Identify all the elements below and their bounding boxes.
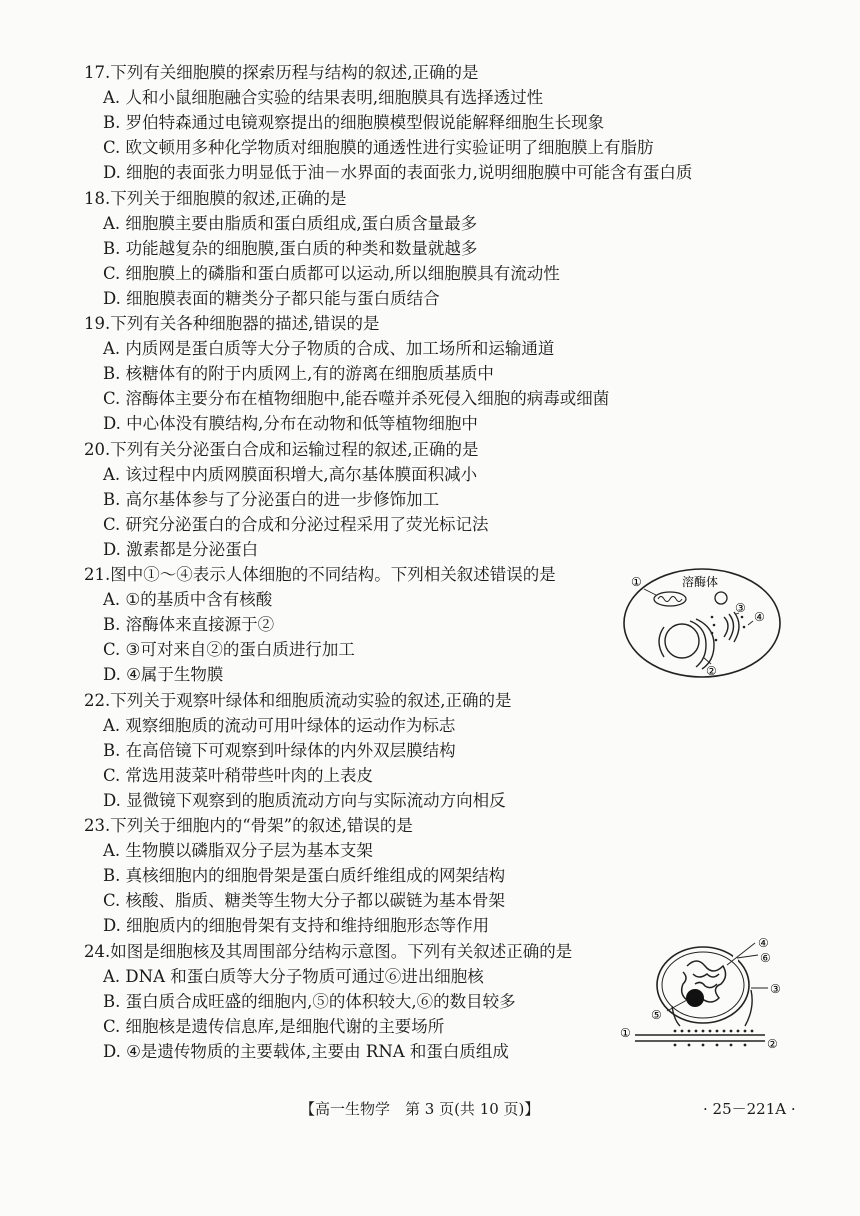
- question-stem: 23.下列关于细胞内的“骨架”的叙述,错误的是: [84, 816, 413, 835]
- cell-diagram: [620, 565, 785, 680]
- question-17: [84, 60, 692, 185]
- option-a: A. ①的基质中含有核酸: [103, 590, 273, 610]
- question-23: [84, 813, 505, 938]
- option-c: C. 细胞核是遗传信息库,是细胞代谢的主要场所: [103, 1016, 445, 1036]
- option-b: B. 在高倍镜下可观察到叶绿体的内外双层膜结构: [103, 740, 456, 760]
- question-stem: 24.如图是细胞核及其周围部分结构示意图。下列有关叙述正确的是: [84, 941, 573, 961]
- footer-page-info: 【高一生物学 第 3 页(共 10 页)】: [300, 1100, 540, 1118]
- option-c: C. 常选用菠菜叶稍带些叶肉的上表皮: [103, 765, 374, 785]
- question-stem: 18.下列关于细胞膜的叙述,正确的是: [84, 188, 347, 208]
- question-stem: 19.下列有关各种细胞器的描述,错误的是: [84, 314, 380, 333]
- question-22: [84, 688, 512, 813]
- mitochondrion-shape: [654, 592, 686, 606]
- option-b: B. 溶酶体来直接源于②: [103, 615, 275, 635]
- option-d: D. 细胞的表面张力明显低于油－水界面的表面张力,说明细胞膜中可能含有蛋白质: [103, 163, 693, 183]
- er-nucleus-shape: [659, 619, 714, 669]
- question-24: [84, 939, 572, 1064]
- question-stem: 21.图中①～④表示人体细胞的不同结构。下列相关叙述错误的是: [84, 565, 556, 584]
- option-b: B. 罗伯特森通过电镜观察提出的细胞膜模型假说能解释细胞生长现象: [103, 113, 605, 133]
- option-c: C. ③可对来自②的蛋白质进行加工: [103, 640, 355, 660]
- option-d: D. 细胞膜表面的糖类分子都只能与蛋白质结合: [103, 288, 440, 308]
- nucleolus: [686, 989, 704, 1007]
- option-a: A. 该过程中内质网膜面积增大,高尔基体膜面积减小: [103, 464, 478, 484]
- option-b: B. 蛋白质合成旺盛的细胞内,⑤的体积较大,⑥的数目较多: [103, 991, 516, 1011]
- option-a: A. 生物膜以磷脂双分子层为基本支架: [103, 841, 373, 861]
- label-1: ①: [631, 575, 642, 589]
- question-stem: 17.下列有关细胞膜的探索历程与结构的叙述,正确的是: [84, 63, 479, 82]
- option-b: B. 真核细胞内的细胞骨架是蛋白质纤维组成的网架结构: [103, 866, 506, 886]
- option-c: C. 细胞膜上的磷脂和蛋白质都可以运动,所以细胞膜具有流动性: [103, 263, 560, 283]
- option-c: C. 研究分泌蛋白的合成和分泌过程采用了荧光标记法: [103, 514, 489, 534]
- option-a: A. 细胞膜主要由脂质和蛋白质组成,蛋白质含量最多: [103, 213, 478, 233]
- option-b: B. 功能越复杂的细胞膜,蛋白质的种类和数量就越多: [103, 238, 478, 258]
- option-d: D. 激素都是分泌蛋白: [103, 539, 259, 559]
- option-b: B. 核糖体有的附于内质网上,有的游离在细胞质基质中: [103, 364, 494, 384]
- option-c: C. 欧文顿用多种化学物质对细胞膜的通透性进行实验证明了细胞膜上有脂肪: [103, 138, 654, 158]
- option-c: C. 核酸、脂质、糖类等生物大分子都以碳链为基本骨架: [103, 891, 506, 911]
- option-b: B. 高尔基体参与了分泌蛋白的进一步修饰加工: [103, 489, 440, 509]
- option-a: A. 人和小鼠细胞融合实验的结果表明,细胞膜具有选择透过性: [103, 88, 544, 108]
- option-d: D. 细胞质内的细胞骨架有支持和维持细胞形态等作用: [103, 916, 490, 936]
- option-a: A. 观察细胞质的流动可用叶绿体的运动作为标志: [103, 715, 456, 735]
- label-lysosome: 溶酶体: [682, 575, 719, 589]
- option-d: D. ④是遗传物质的主要载体,主要由 RNA 和蛋白质组成: [103, 1041, 509, 1061]
- option-a: A. DNA 和蛋白质等大分子物质可通过⑥进出细胞核: [103, 966, 484, 986]
- footer-exam-code: · 25－221A ·: [703, 1100, 796, 1118]
- option-d: D. 显微镜下观察到的胞质流动方向与实际流动方向相反: [103, 790, 506, 810]
- question-20: [84, 437, 489, 562]
- label-3: ③: [735, 601, 746, 615]
- label-4: ④: [754, 610, 765, 624]
- golgi-shape: [724, 612, 739, 642]
- label-5: ⑤: [651, 1008, 662, 1022]
- nucleus-diagram: [615, 930, 790, 1055]
- label-2: ②: [706, 664, 717, 678]
- option-d: D. ④属于生物膜: [103, 665, 224, 685]
- question-stem: 20.下列有关分泌蛋白合成和运输过程的叙述,正确的是: [84, 439, 479, 459]
- question-18: [84, 186, 560, 311]
- question-19: [84, 311, 609, 436]
- question-stem: 22.下列关于观察叶绿体和细胞质流动实验的叙述,正确的是: [84, 690, 512, 710]
- option-c: C. 溶酶体主要分布在植物细胞中,能吞噬并杀死侵入细胞的病毒或细菌: [103, 389, 610, 409]
- label-6: ⑥: [760, 951, 771, 965]
- option-a: A. 内质网是蛋白质等大分子物质的合成、加工场所和运输通道: [103, 339, 555, 359]
- question-21: [84, 562, 556, 687]
- label-1: ①: [620, 1026, 631, 1040]
- label-3: ③: [770, 982, 781, 996]
- option-d: D. 中心体没有膜结构,分布在动物和低等植物细胞中: [103, 414, 478, 434]
- label-4: ④: [758, 936, 769, 950]
- lysosome-shape: [715, 592, 727, 604]
- ribosomes: [674, 1030, 754, 1047]
- label-2: ②: [767, 1037, 778, 1051]
